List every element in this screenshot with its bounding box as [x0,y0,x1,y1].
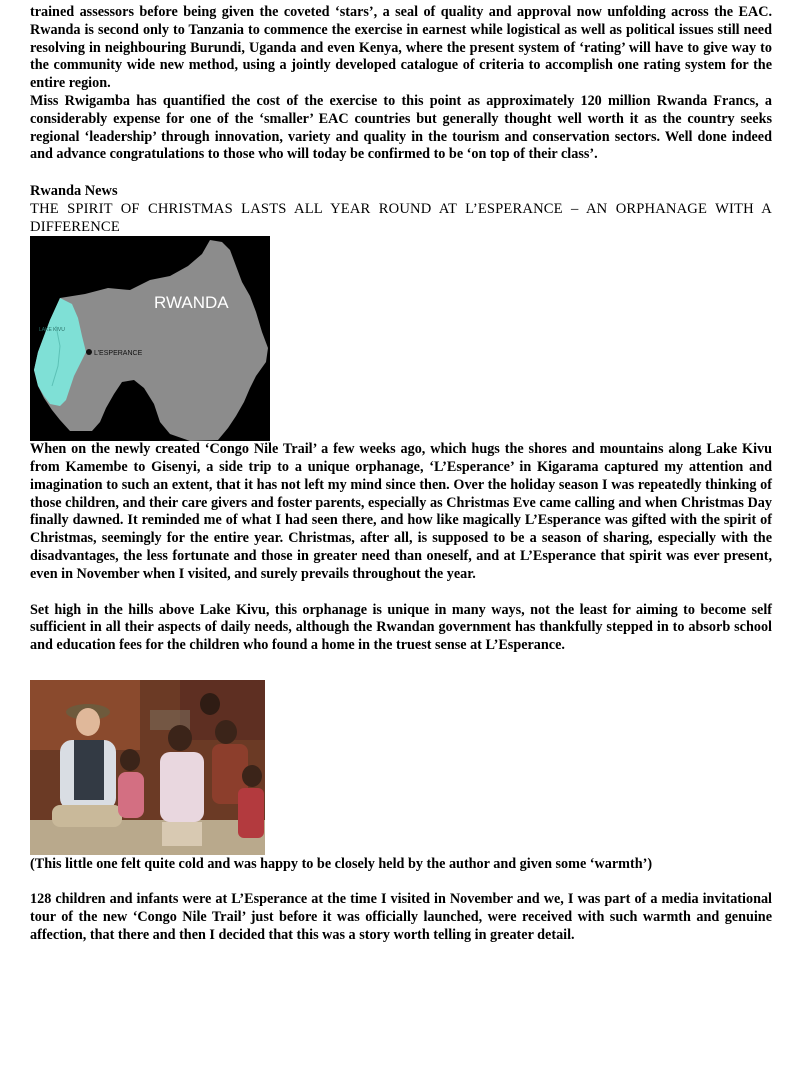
map-country-label: RWANDA [154,293,229,313]
photo-caption: (This little one felt quite cold and was happy to be closely held by the author and given some ‘warmth’) [30,855,653,872]
section-label: Rwanda News [30,183,118,200]
paragraph-rating-system: trained assessors before being given the coveted ‘stars’, a seal of quality and approval now unfolding across the EAC. Rwanda is second only to Tanzania to commence the exercise in earnest while logistical as well as political issues still need resolving in neighbouring Burundi, Uganda and even Kenya, where the present system of ‘rating’ will have to give way to the community wide new method, using a jointly developed catalogue of criteria to accomplish one rating system for the entire region. [30,4,772,92]
rwanda-map [30,236,270,441]
paragraph-rating-cost: Miss Rwigamba has quantified the cost of the exercise to this point as approximately 120 million Rwanda Francs, a considerably expense for one of the ‘smaller’ EAC countries but generally thought well worth it as the country seeks regional ‘leadership’ through innovation, variety and quality in the tourism and conservation sectors. Well done indeed and advance congratulations to those who will today be confirmed to be ‘on top of their class’. [30,92,772,163]
orphanage-children-photo [30,680,265,855]
paragraph-lake-kivu-hills: Set high in the hills above Lake Kivu, this orphanage is unique in many ways, not the least for aiming to become self sufficient in all their aspects of daily needs, although the Rwandan government has thankfully stepped in to absorb school and education fees for the children who found a home in the truest sense at L’Esperance. [30,601,772,654]
map-lake-label: LAKE KIVU [39,327,65,334]
paragraph-visit-children: 128 children and infants were at L’Esperance at the time I visited in November and we, I was part of a media invitational tour of the new ‘Congo Nile Trail’ just before it was officially launched, were received with such warmth and genuine affection, that there and then I decided that this was a story worth telling in greater detail. [30,890,772,943]
esperance-marker-icon [86,349,92,355]
article-headline: THE SPIRIT OF CHRISTMAS LASTS ALL YEAR ROUND AT L’ESPERANCE – AN ORPHANAGE WITH A DIFFERENCE [30,201,772,236]
paragraph-congo-nile-trail: When on the newly created ‘Congo Nile Trail’ a few weeks ago, which hugs the shores and mountains along Lake Kivu from Kamembe to Gisenyi, a side trip to a unique orphanage, ‘L’Esperance’ in Kigarama captured my attention and imagination to such an extent, that it has not left my mind since then. Over the holiday season I was repeatedly thinking of those children, and their care givers and foster parents, especially as Christmas Eve came calling and when Christmas Day finally dawned. It reminded me of what I had seen there, and how like magically L’Esperance was gifted with the spirit of Christmas, seemingly for the entire year. Christmas, after all, is supposed to be a season of sharing, especially with the disadvantages, the less fortunate and those in greater need than oneself, and at L’Esperance that spirit was ever present, even in November when I visited, and surely prevails throughout the year. [30,441,772,582]
article-page [30,4,772,944]
map-place-label: L’ESPERANCE [94,350,143,358]
